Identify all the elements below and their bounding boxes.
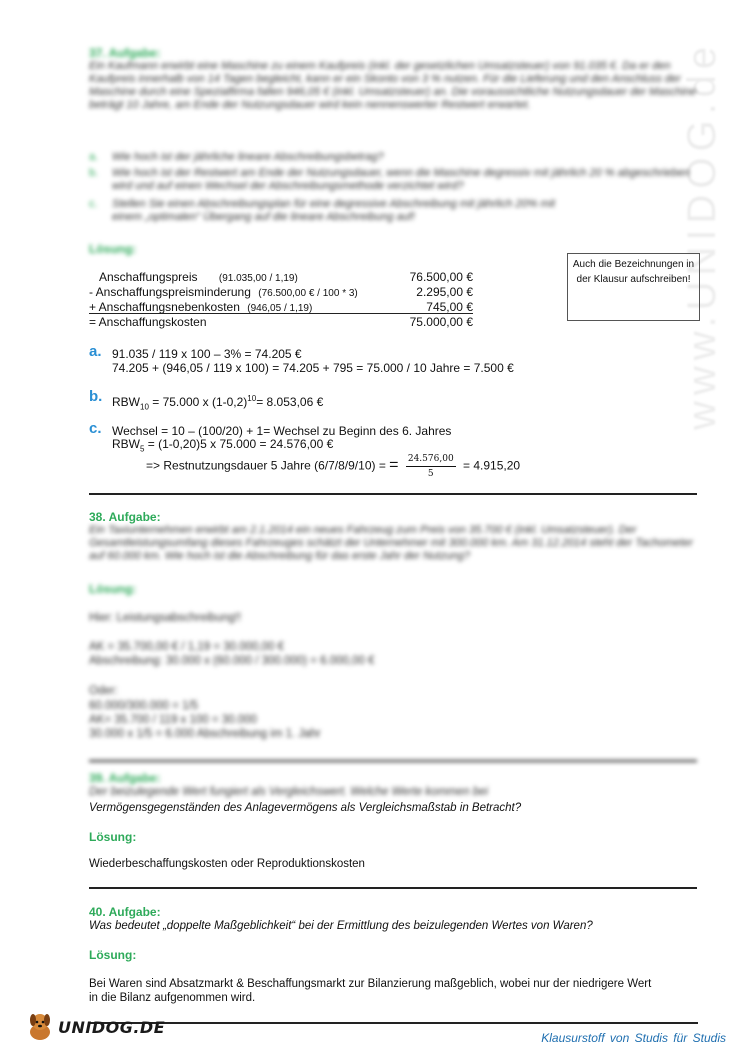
calc-label: + Anschaffungsnebenkosten (89, 300, 240, 314)
equals-sign: = (389, 456, 399, 474)
dog-mascot-icon (26, 1012, 54, 1042)
calc-amount: 2.295,00 € (416, 285, 473, 299)
calc-row-preisminderung (89, 285, 473, 300)
answer-a-letter: a. (89, 343, 102, 360)
fraction-numerator: 24.576,00 (406, 452, 456, 467)
q37-part-a-letter: a. (89, 151, 99, 163)
rbw-result: = 8.053,06 € (256, 395, 324, 409)
q38-text: Ein Taxiunternehmen erwirbt am 2.1.2014 ein neues Fahrzeug zum Preis von 35.700 € (inkl. Umsatzsteuer). Der Gesamtleistungsumfang dieses Fahrzeuges schätzt der Unternehmer mit 300.000 km. Am 31.12.2014 steht der Tachometer auf 60.000 km. Wie hoch ist die Abschreibung für das erste Jahr der Nutzung? (89, 524, 693, 562)
calc-label: = Anschaffungskosten (89, 315, 207, 329)
q37-text: Ein Kaufmann erwirbt eine Maschine zu einem Kaufpreis (inkl. der gesetzlichen Umsatzsteuer) von 91.035 €. Da er den Kaufpreis innerhalb von 14 Tagen begleicht, kann er ein Skonto von 3 % nutzen. Für die Lieferung und den Anschluss der Maschine durch eine Spezialfirma fallen 946,05 € (inkl. Umsatzsteuer) an. Die voraussichtliche Nutzungsdauer der Maschine beträgt 10 Jahre, am Ende der Nutzungsdauer wird kein nennenswerter Restwert erwartet. (89, 60, 697, 111)
q38-solution-heading: Lösung: (89, 582, 137, 596)
q39-answer: Wiederbeschaffungskosten oder Reproduktionskosten (89, 858, 365, 870)
answer-a-line1: 91.035 / 119 x 100 – 3% = 74.205 € (112, 347, 302, 361)
unidog-logo (26, 1012, 165, 1042)
restnutzung-text: => Restnutzungsdauer 5 Jahre (6/7/8/9/10) = (146, 458, 390, 473)
calc-label: - Anschaffungspreisminderung (89, 285, 251, 299)
q40-text: Was bedeutet „doppelte Maßgeblichkeit“ bei der Ermittlung des beizulegenden Wertes von Waren? (89, 920, 593, 932)
answer-c-letter: c. (89, 420, 102, 437)
q38-line: 60.000/300.000 = 1/5 (89, 700, 199, 712)
answer-b-line (112, 392, 323, 414)
calc-row-anschaffungspreis (89, 270, 473, 285)
rbw5-subscript: 5 (140, 444, 145, 454)
result-fraction (406, 452, 456, 481)
footer-caption: Klausurstoff von Studis für Studis (541, 1031, 726, 1045)
calc-detail: (946,05 / 1,19) (247, 303, 313, 314)
q37-part-b-letter: b. (89, 167, 99, 179)
calc-sum-line (89, 313, 473, 314)
q37-solution-heading: Lösung: (89, 242, 137, 256)
answer-a-line2: 74.205 + (946,05 / 119 x 100) = 74.205 + 795 = 75.000 / 10 Jahre = 7.500 € (112, 361, 514, 375)
rbw-label: RBW (112, 395, 140, 409)
q39-text-line1: Der beizulegende Wert fungiert als Vergleichswert. Welche Werte kommen bei (89, 786, 489, 798)
rbw-formula: = 75.000 x (1-0,2) (148, 395, 248, 409)
watermark: www.UNIDOG.de (680, 40, 724, 430)
q40-heading: 40. Aufgabe: (89, 905, 161, 919)
calc-label: Anschaffungspreis (99, 270, 198, 284)
section-divider (89, 493, 697, 495)
q40-answer-line1: Bei Waren sind Absatzmarkt & Beschaffungsmarkt zur Bilanzierung maßgeblich, wobei nur der niedrigere Wert (89, 978, 652, 990)
footer-divider (90, 1022, 698, 1024)
q40-solution-heading: Lösung: (89, 948, 137, 962)
q37-part-a-text: Wie hoch ist der jährliche lineare Abschreibungsbetrag? (112, 151, 384, 163)
section-divider (89, 760, 697, 762)
q38-line: Abschreibung: 30.000 x (60.000 / 300.000) = 6.000,00 € (89, 655, 375, 667)
q37-part-c-letter: c. (89, 198, 98, 210)
exam-note-box: Auch die Bezeichnungen in der Klausur aufschreiben! (567, 253, 700, 321)
calc-detail: (91.035,00 / 1,19) (218, 273, 298, 284)
calc-row-anschaffungskosten (89, 315, 473, 330)
section-divider (89, 887, 697, 889)
q37-part-b-text: Wie hoch ist der Restwert am Ende der Nutzungsdauer, wenn die Maschine degressiv mit jährlich 20 % abgeschrieben wird und auf einen Wechsel der Abschreibungsmethode verzichtet wird? (112, 167, 690, 192)
q38-line: 30.000 x 1/5 = 6.000 Abschreibung im 1. Jahr (89, 728, 321, 740)
q38-line: AK= 35.700 / 119 x 100 = 30.000 (89, 714, 257, 726)
answer-c-line3 (146, 452, 520, 481)
fraction-denominator: 5 (427, 469, 434, 479)
q40-answer-line2: in die Bilanz aufgenommen wird. (89, 992, 256, 1004)
rbw-exponent: 10 (247, 394, 257, 403)
q38-line: Oder: (89, 685, 118, 697)
restnutzung-result: = 4.915,20 (463, 458, 521, 473)
calc-detail: (76.500,00 € / 100 * 3) (258, 288, 358, 299)
answer-b-letter: b. (89, 388, 103, 405)
rbw5-formula: = (1-0,20)5 x 75.000 = 24.576,00 € (144, 437, 334, 451)
calc-amount: 75.000,00 € (409, 315, 473, 329)
rbw-subscript: 10 (140, 402, 149, 412)
logo-text: UNIDOG.DE (58, 1017, 166, 1037)
q38-line: Hier: Leistungsabschreibung!! (89, 612, 242, 624)
q37-heading: 37. Aufgabe: (89, 46, 161, 60)
calc-amount: 745,00 € (426, 300, 473, 314)
q38-line: AK = 35.700,00 € / 1,19 = 30.000,00 € (89, 641, 285, 653)
q39-heading: 39. Aufgabe: (89, 771, 161, 785)
q39-text-line2: Vermögensgegenständen des Anlagevermögens als Vergleichsmaßstab in Betracht? (89, 802, 522, 814)
q39-solution-heading: Lösung: (89, 830, 137, 844)
rbw5-label: RBW (112, 437, 140, 451)
answer-c-line1: Wechsel = 10 – (100/20) + 1= Wechsel zu Beginn des 6. Jahres (112, 424, 452, 438)
calc-amount: 76.500,00 € (409, 270, 473, 284)
q37-part-c-text: Stellen Sie einen Abschreibungsplan für eine degressive Abschreibung mit jährlich 20% mit einem „optimalen“ Übergang auf die lineare Abschreibung auf! (112, 198, 556, 223)
q38-heading: 38. Aufgabe: (89, 510, 161, 524)
